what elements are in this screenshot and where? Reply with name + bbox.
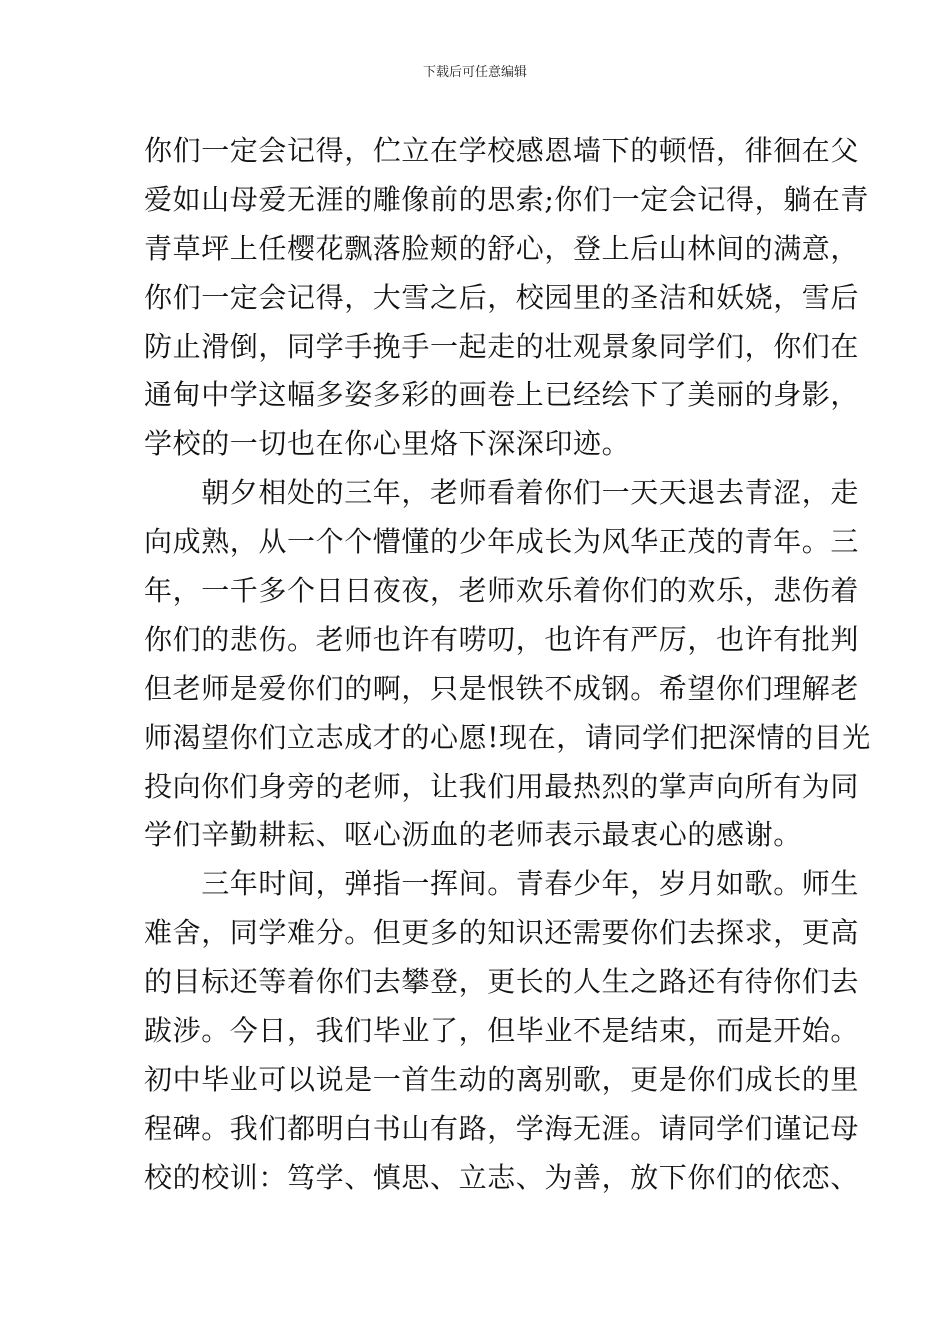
text-line: 防止滑倒，同学手挽手一起走的壮观景象同学们，你们在 (144, 329, 860, 363)
text-line: 的目标还等着你们去攀登，更长的人生之路还有待你们去 (144, 965, 860, 999)
text-line: 青草坪上任樱花飘落脸颊的舒心，登上后山林间的满意， (144, 231, 860, 265)
text-line: 向成熟，从一个个懵懂的少年成长为风华正茂的青年。三 (144, 525, 860, 559)
text-line: 你们一定会记得，大雪之后，校园里的圣洁和妖娆，雪后 (144, 280, 860, 314)
text-line: 学们辛勤耕耘、呕心沥血的老师表示最衷心的感谢。 (144, 818, 802, 852)
text-line: 但老师是爱你们的啊，只是恨铁不成钢。希望你们理解老 (144, 671, 860, 705)
text-line: 年，一千多个日日夜夜，老师欢乐着你们的欢乐，悲伤着 (144, 574, 860, 608)
text-line: 初中毕业可以说是一首生动的离别歌，更是你们成长的里 (144, 1062, 860, 1096)
text-line: 三年时间，弹指一挥间。青春少年，岁月如歌。师生 (144, 867, 860, 901)
text-line: 你们的悲伤。老师也许有唠叨，也许有严厉，也许有批判 (144, 622, 860, 656)
page-header: 下载后可任意编辑 (422, 65, 527, 80)
text-line: 程碑。我们都明白书山有路，学海无涯。请同学们谨记母 (144, 1111, 860, 1145)
text-line: 通甸中学这幅多姿多彩的画卷上已经绘下了美丽的身影， (144, 378, 860, 412)
text-line: 爱如山母爱无涯的雕像前的思索;你们一定会记得，躺在青 (144, 182, 870, 216)
text-line: 投向你们身旁的老师，让我们用最热烈的掌声向所有为同 (144, 769, 860, 803)
text-line: 跋涉。今日，我们毕业了，但毕业不是结束，而是开始。 (144, 1014, 860, 1048)
text-line: 难舍，同学难分。但更多的知识还需要你们去探求，更高 (144, 916, 860, 950)
text-line: 校的校训：笃学、慎思、立志、为善，放下你们的依恋、 (144, 1160, 860, 1194)
text-line: 朝夕相处的三年，老师看着你们一天天退去青涩，走 (144, 476, 860, 510)
text-line: 你们一定会记得，伫立在学校感恩墙下的顿悟，徘徊在父 (144, 134, 860, 167)
text-line: 师渴望你们立志成才的心愿!现在，请同学们把深情的目光 (144, 720, 871, 754)
text-line: 学校的一切也在你心里烙下深深印迹。 (144, 427, 631, 461)
document-body (144, 127, 871, 1203)
